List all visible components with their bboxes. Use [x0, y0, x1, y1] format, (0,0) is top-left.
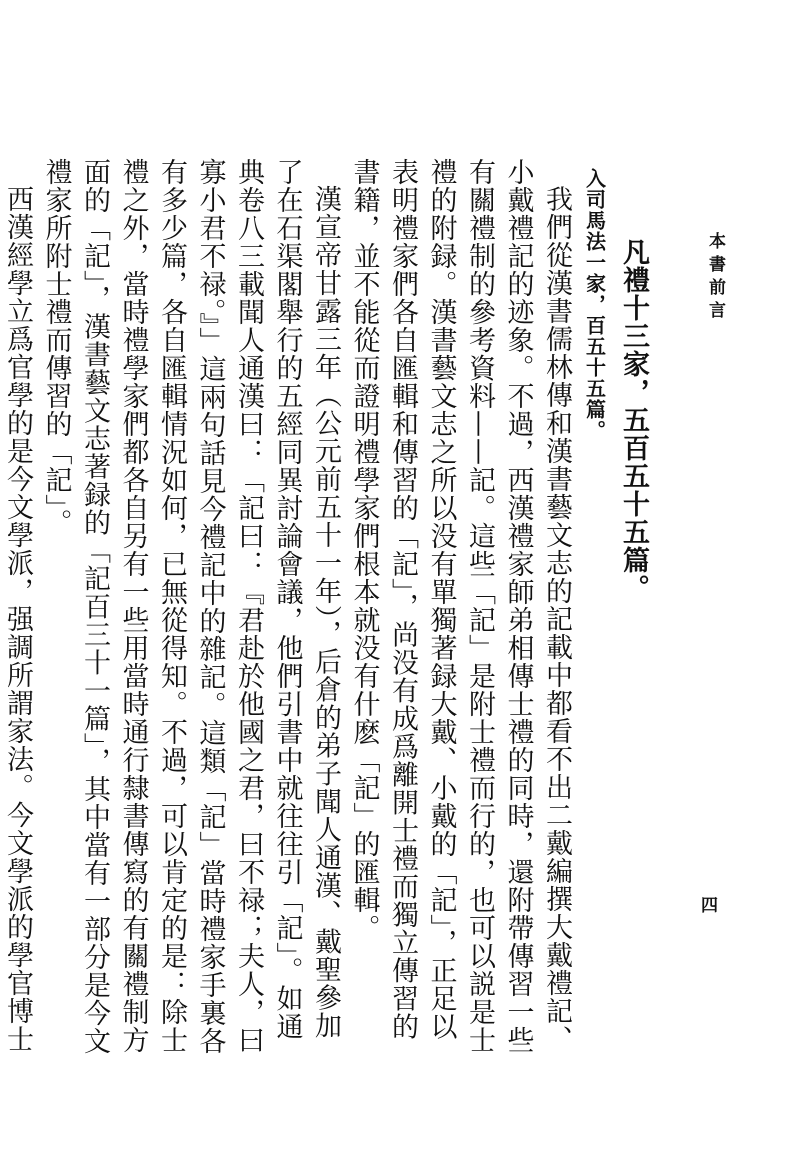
running-head: 本書前言: [705, 232, 725, 324]
section-heading-note: 入司馬法一家，百五十五篇。: [582, 168, 607, 441]
paragraph-1: 我們從漢書儒林傳和漢書藝文志的記載中都看不出二戴編撰大戴禮記、小戴禮記的迹象。不過，西漢禮家師弟相傳士禮的同時，還附帶傳習一些有關禮制的參考資料——記。這些「記」是附士禮而行的，也可以説是士禮的附録。漢書藝文志之所以没有單獨著録大戴、小戴的「記」，正足以表明禮家們各自匯輯和傳習的「記」，尚没有成爲離開士禮而獨立傳習的書籍，並不能從而證明禮學家們根本就没有什麽「記」的匯輯。: [348, 158, 572, 1054]
page-number: 四: [697, 896, 717, 913]
section-heading: 凡禮十三家，五百五十五篇。: [618, 238, 649, 602]
body-text: [2, 158, 652, 1058]
paragraph-3: 西漢經學立爲官學的是今文學派，强調所謂家法。今文學派的學官博士: [2, 185, 33, 1053]
paragraph-2: 漢宣帝甘露三年（公元前五十一年），后倉的弟子聞人通漢、戴聖參加了在石渠閣舉行的五經同異討論會議，他們引書中就往往引「記」。如通典卷八三載聞人通漢曰：「記曰：『君赴於他國之君，曰不禄；夫人，曰寡小君不禄。』」這兩句話見今禮記中的雜記。這類「記」當時禮家手裏各有多少篇，各自匯輯情況如何，已無從得知。不過，可以肯定的是：除士禮之外，當時禮學家們都各自另有一些用當時通行隸書傳寫的有關禮制方面的「記」，漢書藝文志著録的「記百三十一篇」，其中當有一部分是今文禮家所附士禮而傳習的「記」。: [40, 158, 341, 1055]
